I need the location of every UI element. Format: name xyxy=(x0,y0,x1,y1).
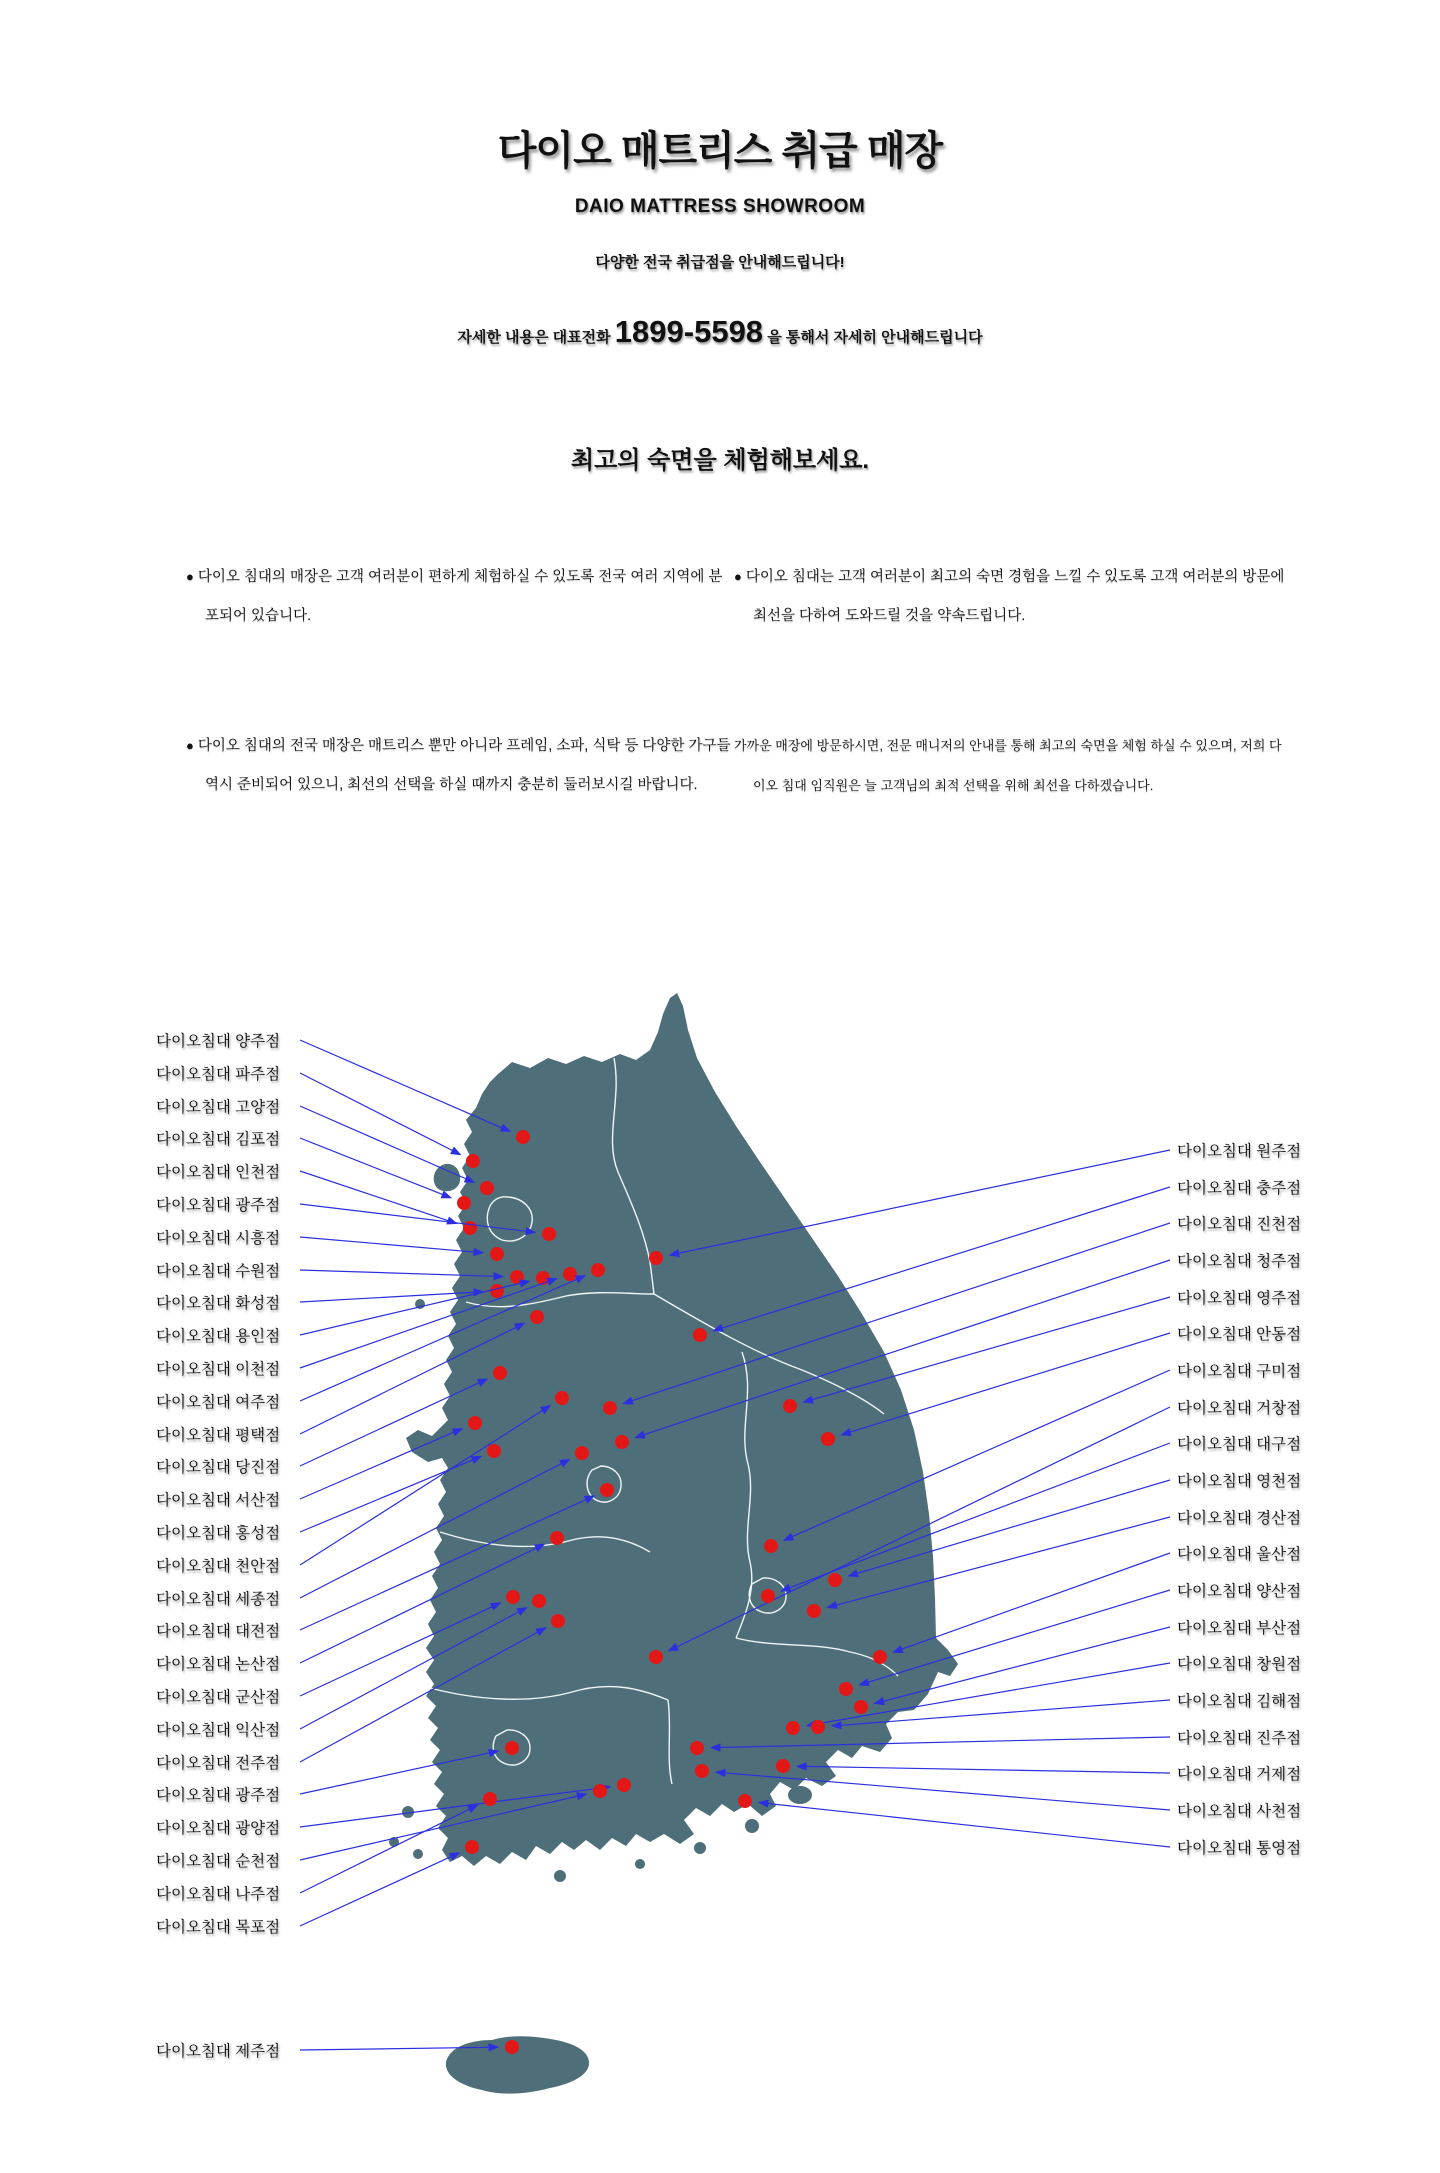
store-label: 다이오침대 광양점 xyxy=(156,1820,281,1837)
store-label: 다이오침대 원주점 xyxy=(1177,1143,1302,1160)
store-label: 다이오침대 익산점 xyxy=(156,1722,281,1739)
store-label: 다이오침대 통영점 xyxy=(1177,1840,1302,1857)
store-label: 다이오침대 울산점 xyxy=(1177,1546,1302,1563)
store-label: 다이오침대 파주점 xyxy=(156,1066,281,1083)
store-label: 다이오침대 양주점 xyxy=(156,1033,281,1050)
bullet-icon: ● xyxy=(186,569,194,584)
store-label: 다이오침대 군산점 xyxy=(156,1689,281,1706)
phone-suffix: 을 통해서 자세히 안내해드립니다 xyxy=(763,329,983,346)
store-label: 다이오침대 목포점 xyxy=(156,1919,281,1936)
store-label: 다이오침대 김해점 xyxy=(1177,1693,1302,1710)
store-label: 다이오침대 나주점 xyxy=(156,1886,281,1903)
bullet-icon: 가까운 매장에 방문하시면, 전문 매니저의 안내를 통해 최고의 숙면을 체험 하실 수 있으며, 저희 다이오 침대 임직원은 늘 고객님의 최적 선택을 위해 최선을 다하겠습니다. xyxy=(734,738,1282,793)
store-label: 다이오침대 인천점 xyxy=(156,1164,281,1181)
store-label: 다이오침대 청주점 xyxy=(1177,1253,1302,1270)
store-label: 다이오침대 구미점 xyxy=(1177,1363,1302,1380)
store-label: 다이오침대 화성점 xyxy=(156,1295,281,1312)
page-title: 다이오 매트리스 취급 매장 xyxy=(497,128,943,173)
store-label: 다이오침대 수원점 xyxy=(156,1263,281,1280)
store-label: 다이오침대 용인점 xyxy=(156,1328,281,1345)
store-label: 다이오침대 이천점 xyxy=(156,1361,281,1378)
store-label: 다이오침대 전주점 xyxy=(156,1755,281,1772)
bullet-icon: ● xyxy=(734,569,742,584)
store-label: 다이오침대 평택점 xyxy=(156,1427,281,1444)
store-label: 다이오침대 영주점 xyxy=(1177,1290,1302,1307)
store-label: 다이오침대 논산점 xyxy=(156,1656,281,1673)
page-tagline: 다양한 전국 취급점을 안내해드립니다! xyxy=(595,254,845,271)
page-subtitle: DAIO MATTRESS SHOWROOM xyxy=(574,196,866,217)
store-label: 다이오침대 거창점 xyxy=(1177,1400,1302,1417)
store-label: 다이오침대 진천점 xyxy=(1177,1216,1302,1233)
bullet-text: 다이오 침대의 전국 매장은 매트리스 뿐만 아니라 프레임, 소파, 식탁 등 다양한 가구들 역시 준비되어 있으니, 최선의 선택을 하실 때까지 충분히 둘러보시길 바랍니다. xyxy=(197,738,731,793)
phone-prefix: 자세한 내용은 대표전화 xyxy=(457,329,615,346)
store-label: 다이오침대 당진점 xyxy=(156,1459,281,1476)
store-label: 다이오침대 천안점 xyxy=(156,1558,281,1575)
store-label: 다이오침대 영천점 xyxy=(1177,1473,1302,1490)
store-label: 다이오침대 세종점 xyxy=(156,1591,281,1608)
store-label: 다이오침대 경산점 xyxy=(1177,1510,1302,1527)
store-label: 다이오침대 부산점 xyxy=(1177,1620,1302,1637)
store-label: 다이오침대 안동점 xyxy=(1177,1326,1302,1343)
store-label: 다이오침대 제주점 xyxy=(156,2043,281,2060)
store-label: 다이오침대 진주점 xyxy=(1177,1730,1302,1747)
store-label: 다이오침대 충주점 xyxy=(1177,1180,1302,1197)
store-label: 다이오침대 순천점 xyxy=(156,1853,281,1870)
store-label: 다이오침대 대구점 xyxy=(1177,1436,1302,1453)
store-label: 다이오침대 홍성점 xyxy=(156,1525,281,1542)
store-label: 다이오침대 시흥점 xyxy=(156,1230,281,1247)
bullet-text: 다이오 침대의 매장은 고객 여러분이 편하게 체험하실 수 있도록 전국 여러 지역에 분포되어 있습니다. xyxy=(197,569,723,624)
bullet-text: 다이오 침대는 고객 여러분이 최고의 숙면 경험을 느낄 수 있도록 고객 여러분의 방문에 최선을 다하여 도와드릴 것을 약속드립니다. xyxy=(745,569,1285,624)
store-label: 다이오침대 광주점 xyxy=(156,1197,281,1214)
store-label: 다이오침대 사천점 xyxy=(1177,1803,1302,1820)
store-label: 다이오침대 고양점 xyxy=(156,1099,281,1116)
cta-heading: 최고의 숙면을 체험해보세요. xyxy=(570,447,870,474)
store-label: 다이오침대 여주점 xyxy=(156,1394,281,1411)
store-label: 다이오침대 창원점 xyxy=(1177,1656,1302,1673)
store-label: 다이오침대 김포점 xyxy=(156,1131,281,1148)
store-label: 다이오침대 거제점 xyxy=(1177,1766,1302,1783)
bullet-icon: ● xyxy=(186,738,194,753)
store-label: 다이오침대 양산점 xyxy=(1177,1583,1302,1600)
phone-number: 1899-5598 xyxy=(614,314,764,349)
store-label: 다이오침대 대전점 xyxy=(156,1623,281,1640)
store-label: 다이오침대 광주점 xyxy=(156,1787,281,1804)
store-label: 다이오침대 서산점 xyxy=(156,1492,281,1509)
